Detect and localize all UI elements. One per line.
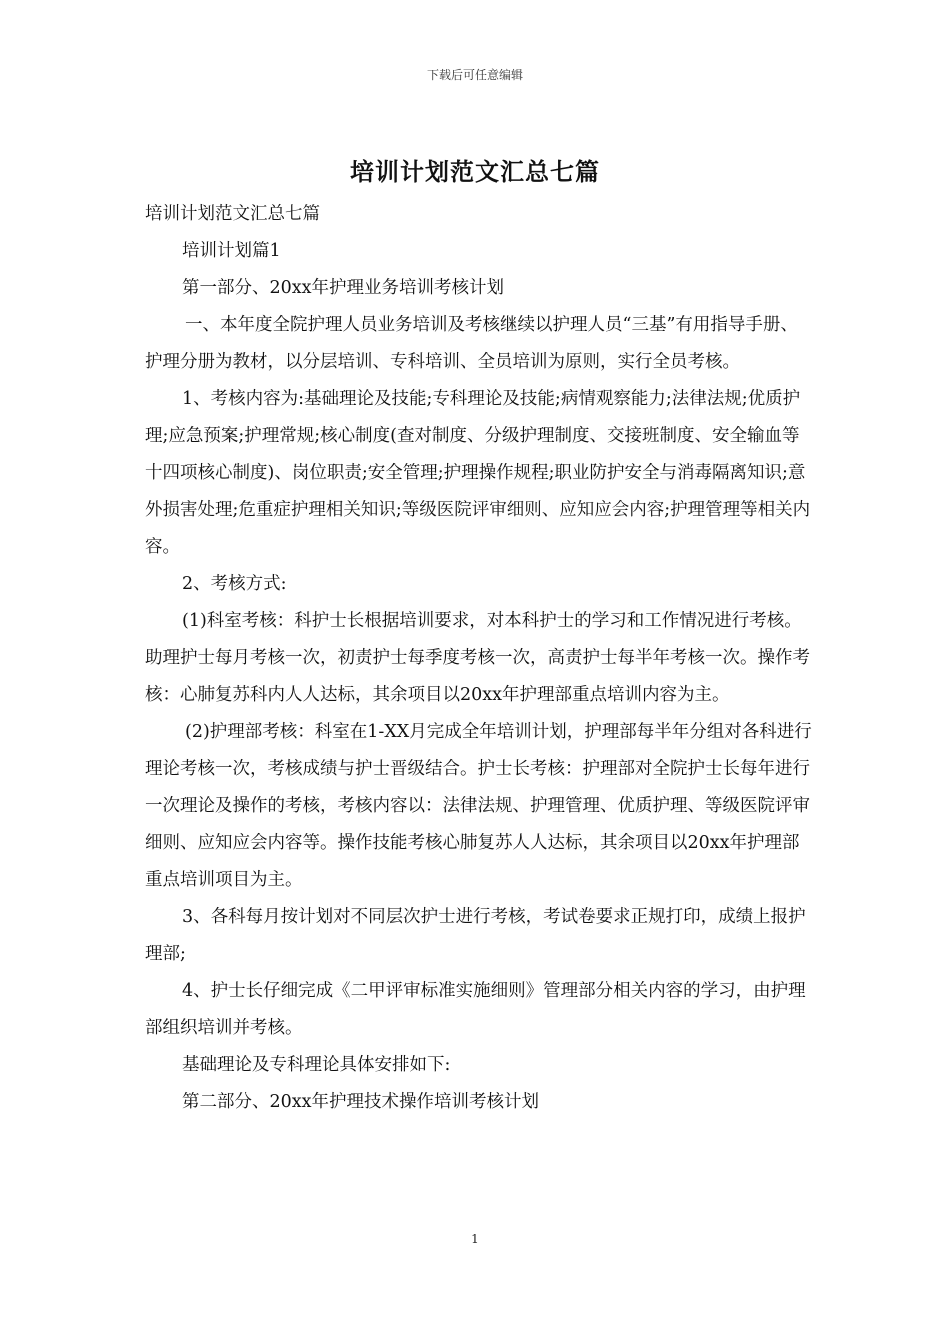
paragraph-part-heading: 第二部分、20xx年护理技术操作培训考核计划 [182,1092,540,1112]
paragraph-part-heading: 第一部分、20xx年护理业务培训考核计划 [182,278,505,298]
paragraph-body: 3、各科每月按计划对不同层次护士进行考核，考试卷要求正规打印，成绩上报护理部; [145,907,806,964]
paragraph-body: (2)护理部考核：科室在1-XX月完成全年培训计划，护理部每半年分组对各科进行理论考核一次，考核成绩与护士晋级结合。护士长考核：护理部对全院护士长每年进行一次理论及操作的考核，考核内容以：法律法规、护理管理、优质护理、等级医院评审细则、应知应会内容等。操作技能考核心肺复苏人人达标，其余项目以20xx年护理部重点培训项目为主。 [145,722,812,890]
paragraph-body: 4、护士长仔细完成《二甲评审标准实施细则》管理部分相关内容的学习，由护理部组织培训并考核。 [145,981,806,1038]
paragraph-body: 1、考核内容为:基础理论及技能;专科理论及技能;病情观察能力;法律法规;优质护理;应急预案;护理常规;核心制度(查对制度、分级护理制度、交接班制度、安全输血等十四项核心制度)、岗位职责;安全管理;护理操作规程;职业防护安全与消毒隔离知识;意外损害处理;危重症护理相关知识;等级医院评审细则、应知应会内容;护理管理等相关内容。 [145,389,811,557]
document-body [145,196,815,1121]
document-title: 培训计划范文汇总七篇 [350,157,600,186]
paragraph-body: 2、考核方式: [182,574,287,594]
paragraph-body: 一、本年度全院护理人员业务培训及考核继续以护理人员“三基”有用指导手册、护理分册为教材，以分层培训、专科培训、全员培训为原则，实行全员考核。 [145,315,798,372]
header-note: 下载后可任意编辑 [426,68,523,82]
paragraph-subtitle: 培训计划范文汇总七篇 [145,204,320,224]
page-number: 1 [471,1232,479,1246]
paragraph-body: (1)科室考核：科护士长根据培训要求，对本科护士的学习和工作情况进行考核。助理护士每月考核一次，初责护士每季度考核一次，高责护士每半年考核一次。操作考核：心肺复苏科内人人达标，其余项目以20xx年护理部重点培训内容为主。 [145,611,810,705]
paragraph-section-heading: 培训计划篇1 [182,241,281,261]
paragraph-body: 基础理论及专科理论具体安排如下: [182,1055,451,1075]
